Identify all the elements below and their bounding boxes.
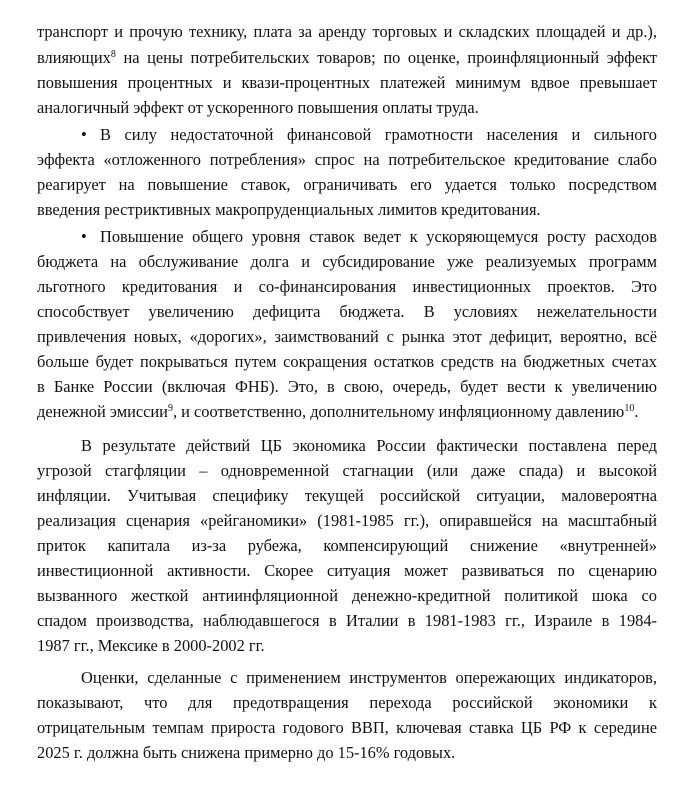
footnote-ref-8[interactable]: 8 [110, 49, 116, 60]
text-line: инвестиционной активности. Скорее ситуация может развиваться по сценарию [37, 561, 657, 580]
text-line: введения рестриктивных макропруденциальных лимитов кредитования. [37, 200, 541, 219]
text-line: в Банке России (включая ФНБ). Это, в свою, очередь, будет вести к увеличению [37, 377, 657, 396]
text-line: показывают, что для предотвращения перехода российской экономики к [37, 693, 657, 712]
text-line: влияющих$^8$ на цены потребительских товаров; по оценке, проинфляционный эффект [37, 48, 657, 67]
text-line: больше будет покрываться путем сокращения остатков средств на бюджетных счетах [37, 352, 657, 371]
paragraph-first-line: Оценки, сделанные с применением инструментов опережающих индикаторов, [81, 668, 657, 687]
text-line: транспорт и прочую технику, плата за аренду торговых и складских площадей и др.), [37, 22, 657, 41]
text-line: способствует увеличению дефицита бюджета. В условиях нежелательности [37, 302, 657, 321]
bullet-item-line: • В силу недостаточной финансовой грамотности населения и сильного [81, 125, 657, 144]
text-line: денежной эмиссии$^9$, и соответственно, дополнительному инфляционному давлению$^{10}$. [37, 402, 639, 421]
text-line: льготного кредитования и со-финансирования инвестиционных проектов. Это [37, 277, 657, 296]
text-line: привлечения новых, «дорогих», заимствований с рынка этот дефицит, вероятно, всё [37, 327, 657, 346]
text-line: спадом производства, наблюдавшегося в Италии в 1981-1983 гг., Израиле в 1984- [37, 611, 657, 630]
text-line: приток капитала из-за рубежа, компенсирующий снижение «внутренней» [37, 536, 657, 555]
text-line: 2025 г. должна быть снижена примерно до 15-16% годовых. [37, 743, 456, 762]
text-line: вызванного жесткой антиинфляционной денежно-кредитной политикой шока со [37, 586, 657, 605]
paragraph-first-line: В результате действий ЦБ экономика России фактически поставлена перед [81, 436, 657, 455]
text-line: реализация сценария «рейганомики» (1981-1985 гг.), опиравшейся на масштабный [37, 511, 657, 530]
footnote-ref-9[interactable]: 9 [167, 403, 173, 414]
text-line: аналогичный эффект от ускоренного повышения оплаты труда. [37, 98, 479, 117]
bullet-icon: • [81, 125, 87, 144]
bullet-item-line: • Повышение общего уровня ставок ведет к ускоряющемуся росту расходов [81, 227, 657, 246]
bullet-icon: • [81, 227, 87, 246]
text-line: 1987 гг., Мексике в 2000-2002 гг. [37, 636, 265, 655]
text-line: отрицательным темпам прироста годового ВВП, ключевая ставка ЦБ РФ к середине [37, 718, 657, 737]
text-line: бюджета на обслуживание долга и субсидирование уже реализуемых программ [37, 252, 657, 271]
text-line: инфляции. Учитывая специфику текущей российской ситуации, маловероятна [37, 486, 657, 505]
text-line: угрозой стагфляции – одновременной стагнации (или даже спада) и высокой [37, 461, 657, 480]
text-line: повышения процентных и квази-процентных платежей минимум вдвое превышает [37, 73, 657, 92]
text-line: реагирует на повышение ставок, ограничивать его удается только посредством [37, 175, 657, 194]
footnote-ref-10[interactable]: 10 [624, 403, 635, 414]
text-line: эффекта «отложенного потребления» спрос на потребительское кредитование слабо [37, 150, 657, 169]
